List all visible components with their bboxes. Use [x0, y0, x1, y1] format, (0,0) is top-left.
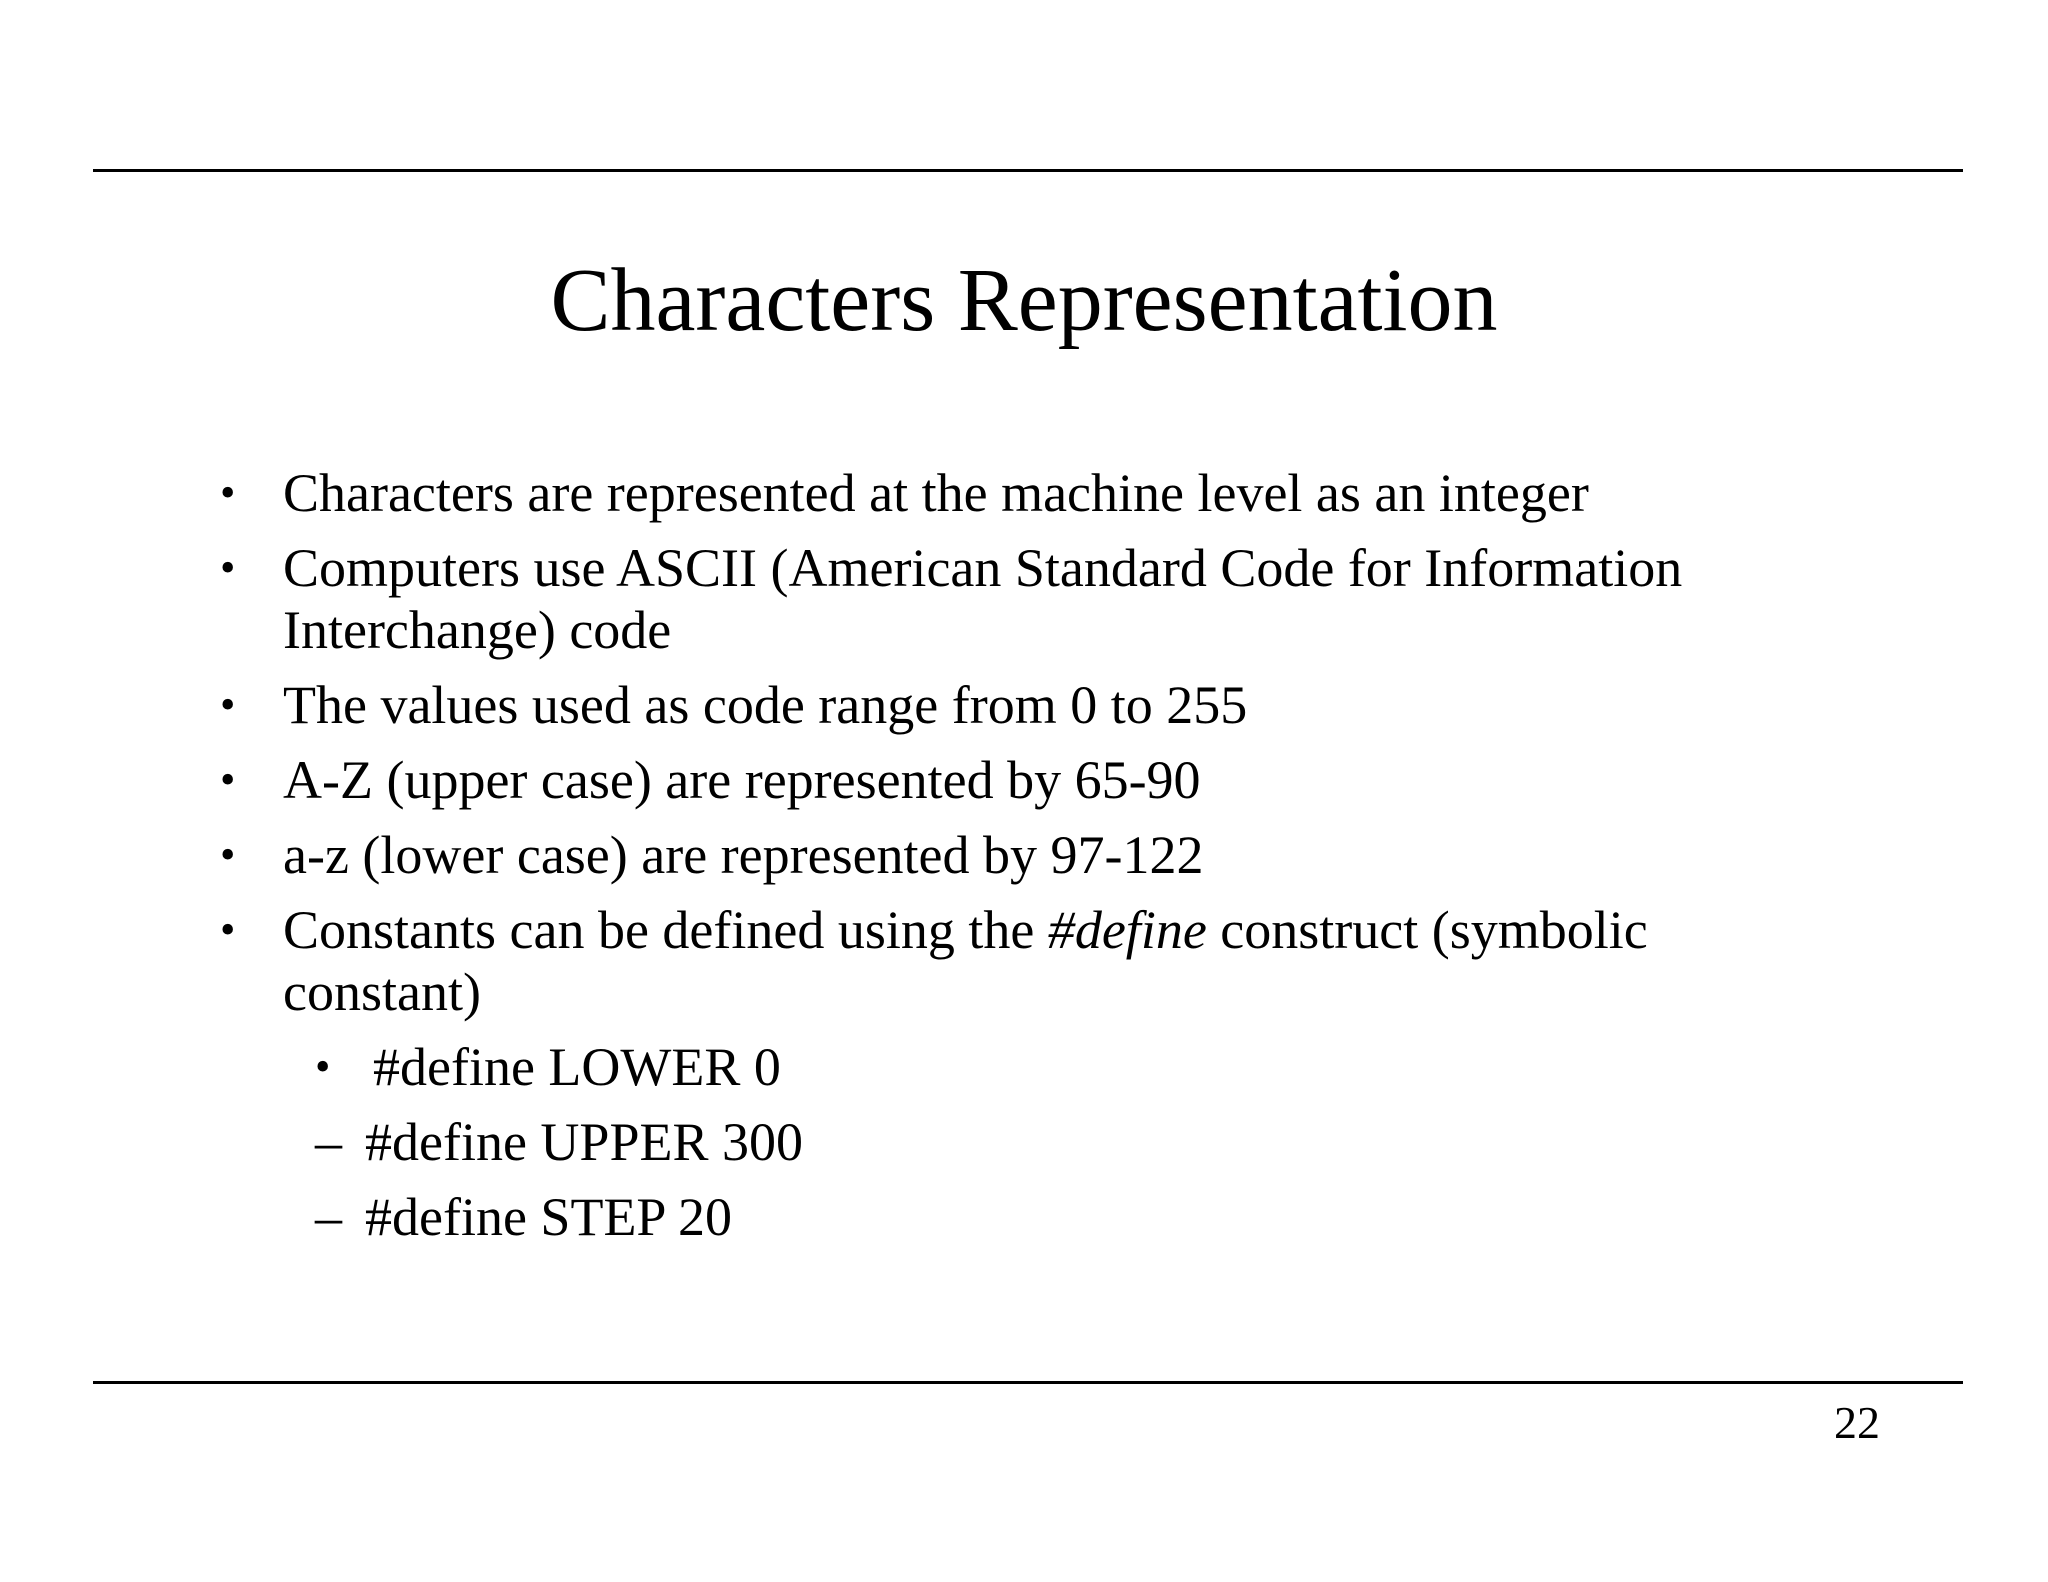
- bullet-text: The values used as code range from 0 to 255: [283, 675, 1248, 735]
- define-keyword: #define: [1047, 900, 1207, 960]
- sub-item-text: #define STEP 20: [365, 1187, 732, 1247]
- bullet-item: [283, 824, 1204, 886]
- sub-item: [373, 1036, 781, 1098]
- bullet-item: [283, 537, 1682, 661]
- bullet-text: Interchange) code: [283, 600, 672, 660]
- bullet-text: A-Z (upper case) are represented by 65-90: [283, 750, 1201, 810]
- bullet-dot-icon: •: [220, 830, 236, 879]
- bullet-dot-icon: •: [220, 543, 236, 592]
- sub-item-text: #define LOWER 0: [373, 1037, 781, 1097]
- bullet-text: a-z (lower case) are represented by 97-122: [283, 825, 1204, 885]
- bullet-text: [283, 899, 1648, 961]
- bullet-dot-icon: •: [220, 468, 236, 517]
- sub-dash-icon: –: [315, 1187, 342, 1247]
- slide-title: Characters Representation: [550, 251, 1498, 350]
- bottom-rule: [93, 1381, 1963, 1384]
- bullet-dot-icon: •: [220, 755, 236, 804]
- bullet-item: [283, 462, 1589, 524]
- bullet-dot-icon: •: [220, 680, 236, 729]
- bullet-item-define: [283, 899, 1648, 1023]
- define-text-before: Constants can be defined using the: [283, 900, 1048, 960]
- sub-item-text: #define UPPER 300: [365, 1112, 803, 1172]
- define-text-after: construct (symbolic: [1206, 900, 1648, 960]
- sub-bullet-dot-icon: •: [315, 1042, 331, 1091]
- bullet-text: Computers use ASCII (American Standard Code for Information: [283, 538, 1683, 598]
- bullet-text: constant): [283, 962, 481, 1022]
- sub-item: [365, 1111, 803, 1173]
- bullet-item: [283, 749, 1201, 811]
- bullet-item: [283, 674, 1247, 736]
- bullet-dot-icon: •: [220, 905, 236, 954]
- sub-item: [365, 1186, 732, 1248]
- page-number: 22: [1834, 1397, 1880, 1448]
- sub-dash-icon: –: [315, 1112, 342, 1172]
- bullet-text: Characters are represented at the machine level as an integer: [283, 463, 1589, 523]
